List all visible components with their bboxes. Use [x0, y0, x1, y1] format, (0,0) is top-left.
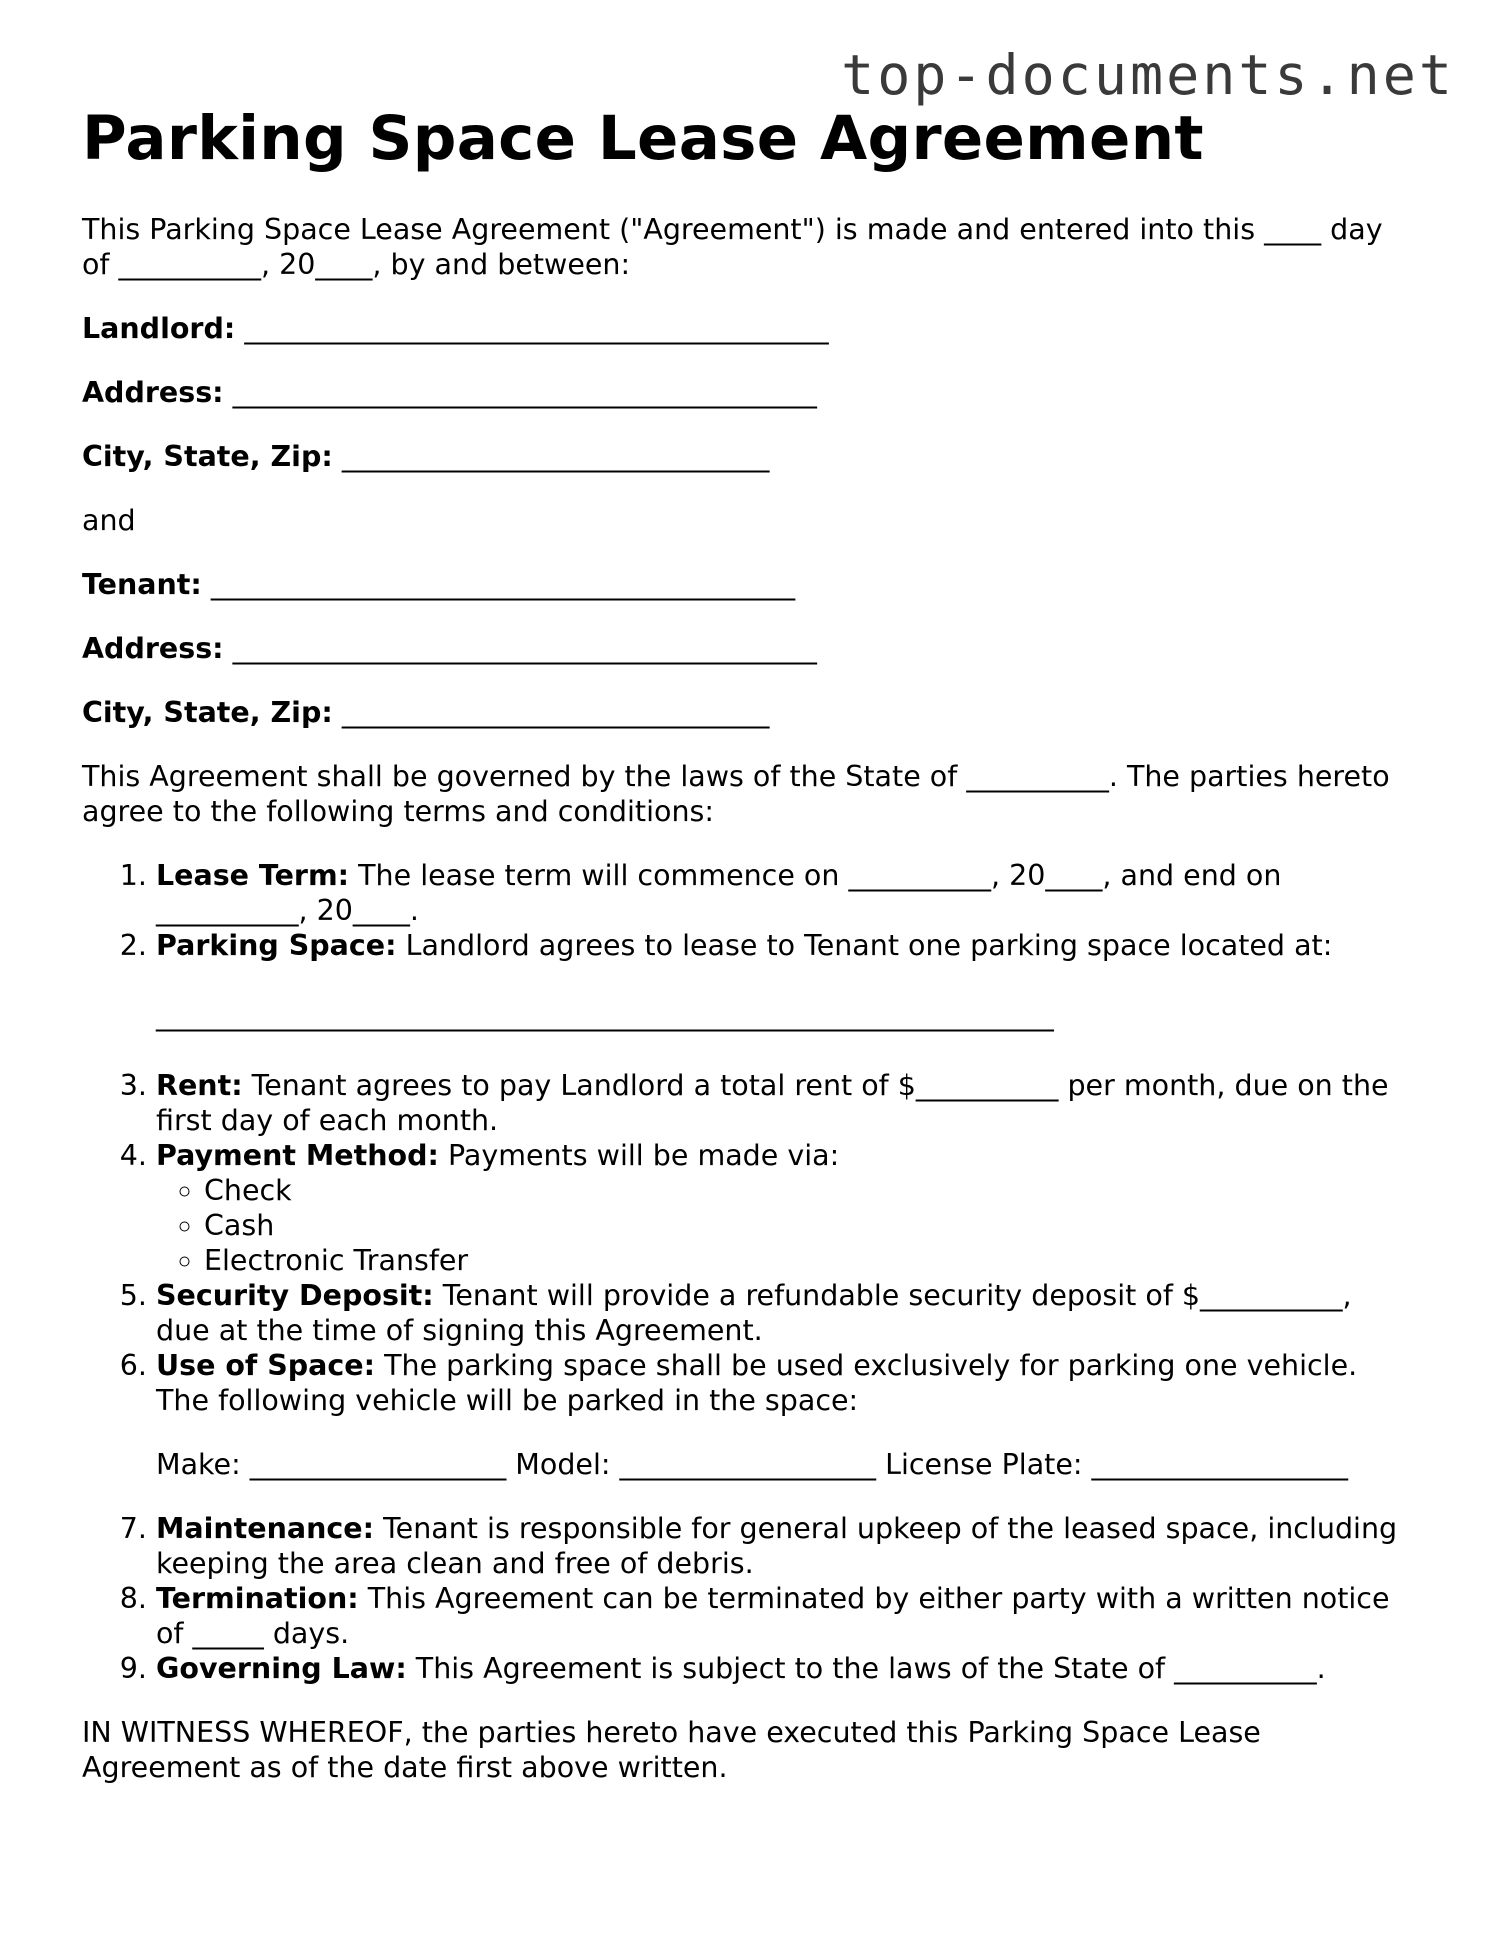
- term-security-deposit-text: Tenant will provide a refundable security deposit of $__________, due at the time of signing this Agreement.: [156, 1279, 1352, 1348]
- term-payment-method-heading: Payment Method:: [156, 1139, 439, 1173]
- term-use-of-space-text: The parking space shall be used exclusively for parking one vehicle. The following vehicle will be parked in the space:: [156, 1349, 1358, 1418]
- term-payment-method-text: Payments will be made via:: [438, 1139, 840, 1173]
- term-termination-heading: Termination:: [156, 1582, 359, 1616]
- governed-paragraph: This Agreement shall be governed by the laws of the State of __________. The parties hereto agree to the following terms and conditions:: [82, 760, 1390, 829]
- term-payment-method: [156, 1138, 1412, 1278]
- landlord-city-label: City, State, Zip:: [82, 440, 333, 474]
- terms-list: [82, 858, 1412, 1686]
- term-rent-text: Tenant agrees to pay Landlord a total rent of $__________ per month, due on the first day of each month.: [156, 1069, 1389, 1138]
- landlord-name-label: Landlord:: [82, 312, 236, 346]
- payment-method-check: ◦ Check: [204, 1173, 1412, 1208]
- term-maintenance-heading: Maintenance:: [156, 1512, 375, 1546]
- tenant-address-field: [82, 631, 1412, 666]
- term-parking-space-text: Landlord agrees to lease to Tenant one parking space located at:: [396, 929, 1333, 963]
- landlord-address-field: [82, 375, 1412, 410]
- landlord-name-blank: _________________________________________: [244, 312, 829, 346]
- tenant-name-label: Tenant:: [82, 568, 202, 602]
- landlord-address-label: Address:: [82, 376, 224, 410]
- tenant-city-field: [82, 695, 1412, 730]
- term-use-of-space-heading: Use of Space:: [156, 1349, 376, 1383]
- term-security-deposit-heading: Security Deposit:: [156, 1279, 434, 1313]
- tenant-city-blank: ______________________________: [341, 696, 770, 730]
- payment-method-electronic-transfer: ◦ Electronic Transfer: [204, 1243, 1412, 1278]
- payment-methods-list: [156, 1173, 1412, 1278]
- vehicle-details-line: Make: __________________ Model: __________________ License Plate: __________________: [156, 1448, 1349, 1482]
- payment-method-cash: ◦ Cash: [204, 1208, 1412, 1243]
- tenant-address-blank: _________________________________________: [232, 632, 817, 666]
- term-governing-law: [156, 1651, 1412, 1686]
- term-rent-heading: Rent:: [156, 1069, 243, 1103]
- term-lease-term: [156, 858, 1412, 928]
- term-lease-term-heading: Lease Term:: [156, 859, 350, 893]
- term-rent: [156, 1068, 1412, 1138]
- landlord-city-blank: ______________________________: [341, 440, 770, 474]
- and-text: and: [82, 504, 136, 538]
- tenant-name-blank: _________________________________________: [210, 568, 796, 602]
- term-termination: [156, 1581, 1412, 1651]
- term-parking-space: [156, 928, 1412, 1033]
- tenant-address-label: Address:: [82, 632, 224, 666]
- landlord-name-field: [82, 311, 1412, 346]
- landlord-city-field: [82, 439, 1412, 474]
- term-parking-space-heading: Parking Space:: [156, 929, 397, 963]
- term-maintenance: [156, 1511, 1412, 1581]
- document-page: [82, 104, 1412, 1785]
- term-security-deposit: [156, 1278, 1412, 1348]
- term-termination-text: This Agreement can be terminated by either party with a written notice of _____ days.: [156, 1582, 1390, 1651]
- term-governing-law-text: This Agreement is subject to the laws of the State of __________.: [406, 1652, 1326, 1686]
- watermark: top-documents.net: [841, 43, 1455, 107]
- intro-paragraph: This Parking Space Lease Agreement ("Agreement") is made and entered into this ____ day of __________, 20____, by and between:: [82, 213, 1383, 282]
- term-governing-law-heading: Governing Law:: [156, 1652, 407, 1686]
- witness-paragraph: IN WITNESS WHEREOF, the parties hereto have executed this Parking Space Lease Agreement as of the date first above written.: [82, 1716, 1261, 1785]
- tenant-city-label: City, State, Zip:: [82, 696, 333, 730]
- term-maintenance-text: Tenant is responsible for general upkeep of the leased space, including keeping the area clean and free of debris.: [156, 1512, 1398, 1581]
- term-use-of-space: [156, 1348, 1412, 1482]
- landlord-address-blank: _________________________________________: [232, 376, 817, 410]
- tenant-name-field: [82, 567, 1412, 602]
- term-lease-term-text: The lease term will commence on __________, 20____, and end on __________, 20____.: [156, 859, 1282, 928]
- parking-location-blank: _______________________________________________________________: [156, 999, 1054, 1033]
- document-title: Parking Space Lease Agreement: [82, 103, 1204, 174]
